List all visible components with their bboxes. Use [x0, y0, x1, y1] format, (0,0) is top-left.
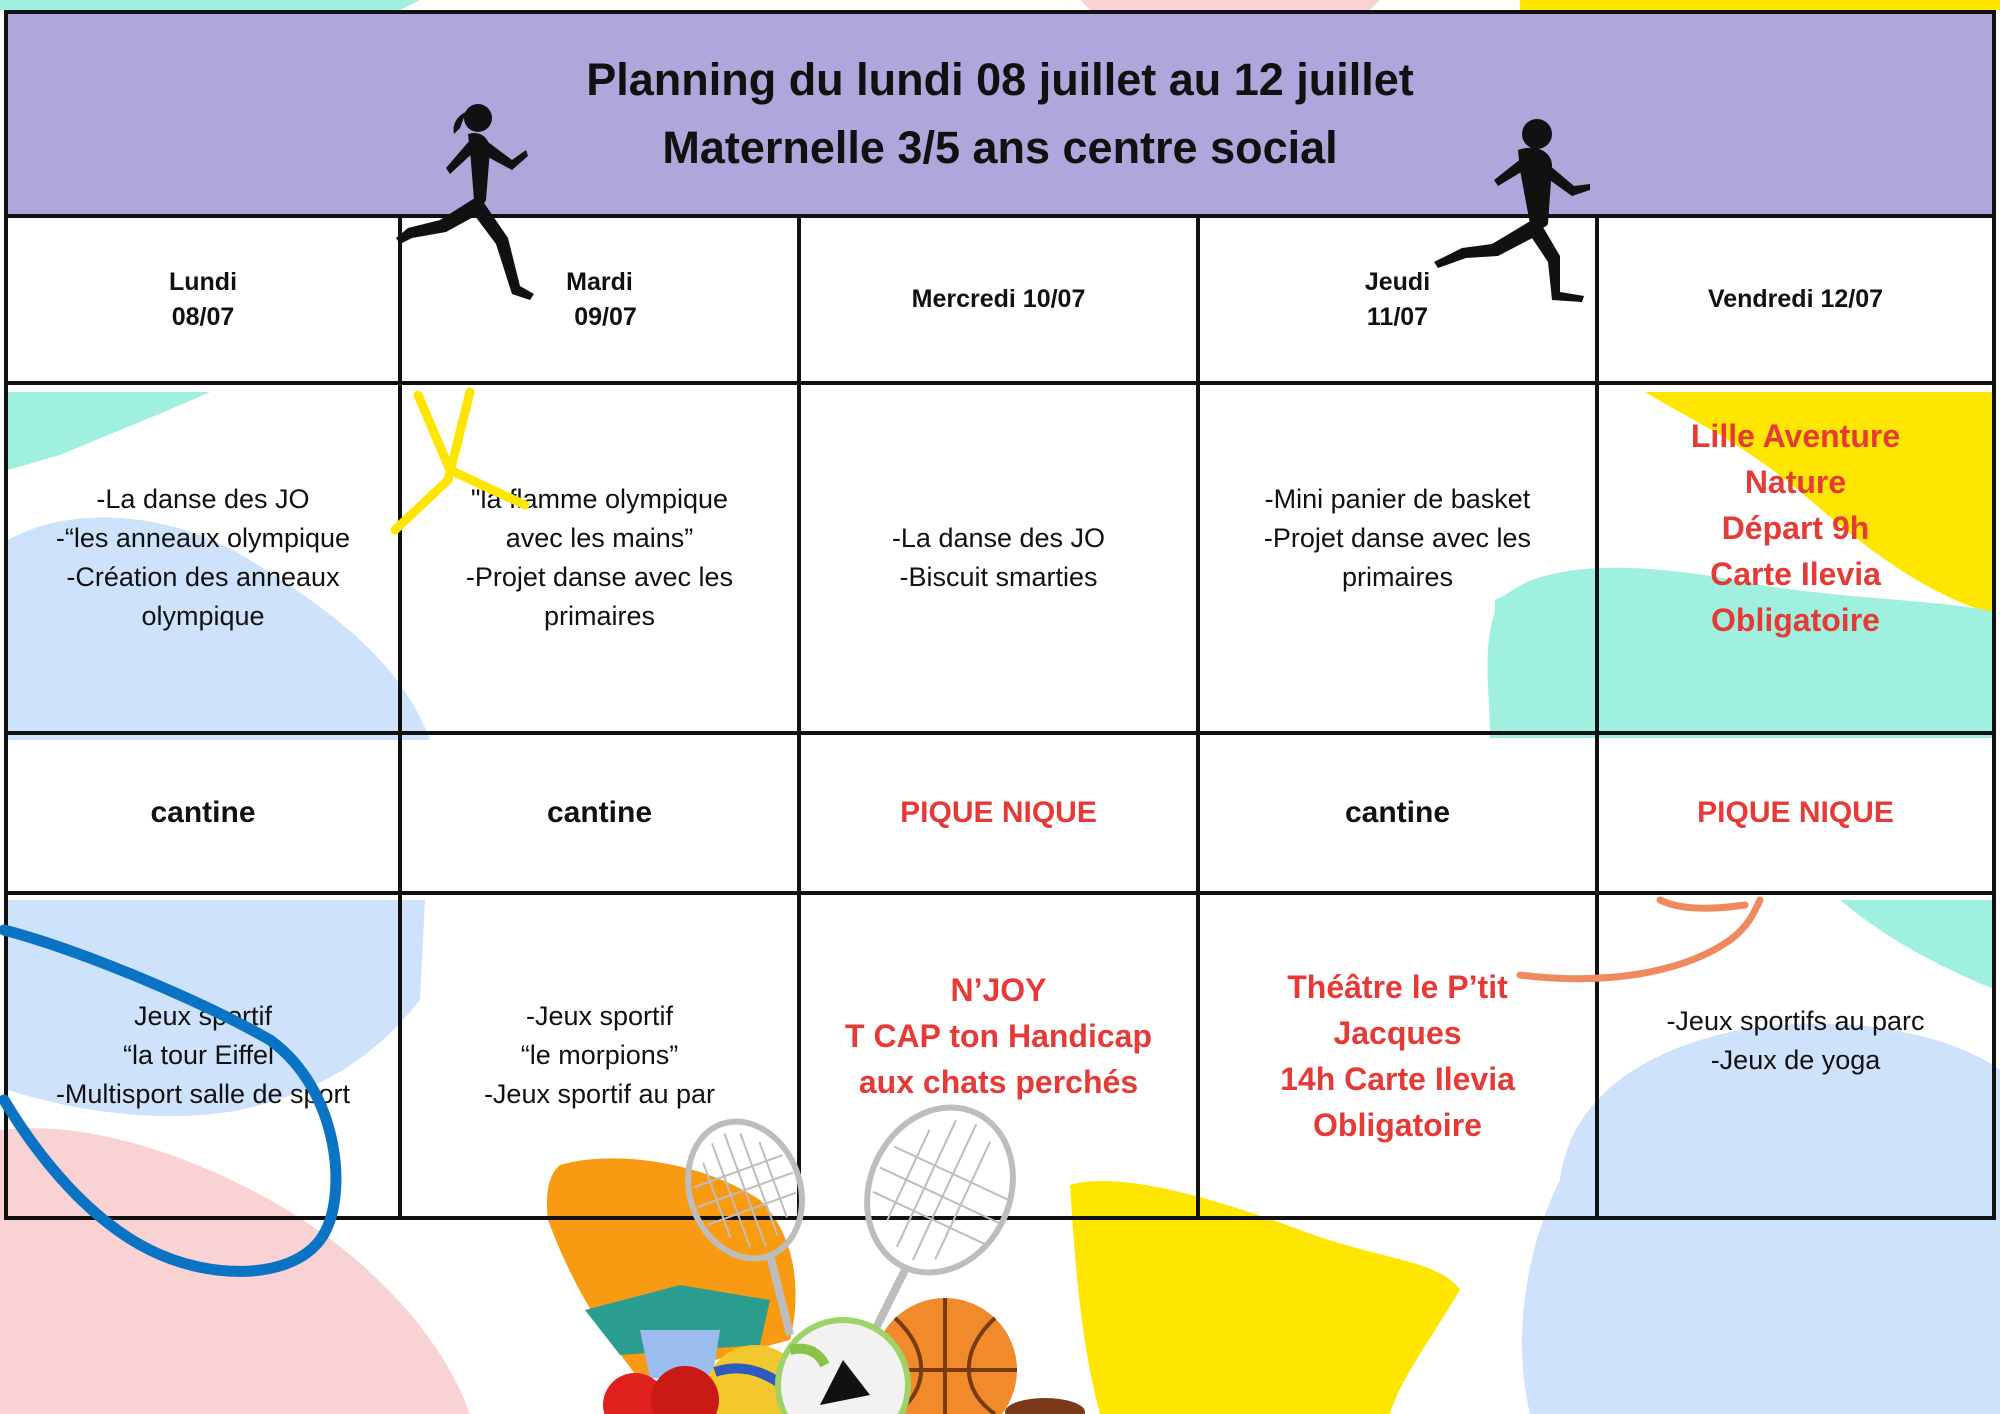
day-name: Mardi [566, 267, 633, 296]
morning-wednesday [801, 385, 1200, 735]
activity-line: -Multisport salle de sport [55, 1079, 351, 1109]
top-edge-yellow-blob [1520, 0, 2000, 10]
lunch-thursday: cantine [1200, 735, 1599, 895]
day-name: Lundi [168, 267, 238, 296]
activity-line: avec les mains” [505, 523, 694, 553]
activity-line: -Projet danse avec les [1263, 522, 1532, 553]
outing-line: 14h Carte Ilevia [1280, 1060, 1515, 1097]
outing-line: Lille Aventure [1690, 418, 1901, 454]
activity-line: -La danse des JO [96, 484, 310, 514]
day-header-friday [1599, 218, 1996, 385]
activity-line: "la flamme olympique [470, 484, 729, 514]
page-title-line-1: Planning du lundi 08 juillet au 12 juillet [586, 54, 1414, 105]
activity-line: -La danse des JO [891, 523, 1106, 553]
day-header-wednesday [801, 218, 1200, 385]
activity-line: -“les anneaux olympique [55, 523, 351, 553]
morning-thursday [1200, 385, 1599, 735]
lunch-friday: PIQUE NIQUE [1599, 735, 1996, 895]
planning-header [4, 10, 1996, 218]
activity-line: -Jeux sportif [525, 1001, 674, 1031]
day-date: 11/07 [1366, 302, 1429, 331]
outing-line: aux chats perchés [858, 1063, 1139, 1100]
day-header-tuesday [402, 218, 801, 385]
top-edge-mint-blob [0, 0, 420, 10]
morning-tuesday [402, 385, 801, 735]
outing-line: Départ 9h [1721, 510, 1870, 546]
page-title-line-2: Maternelle 3/5 ans centre social [662, 122, 1338, 173]
top-edge-pink-blob [1080, 0, 1380, 10]
outing-line: Carte Ilevia [1710, 556, 1881, 592]
activity-line: primaires [1341, 561, 1453, 592]
activity-line: -Projet danse avec les [465, 562, 734, 592]
day-name: Mercredi 10/07 [911, 285, 1086, 313]
afternoon-monday [4, 895, 402, 1220]
activity-line: -Création des anneaux [66, 562, 340, 592]
day-name: Jeudi [1364, 267, 1431, 296]
afternoon-tuesday [402, 895, 801, 1220]
outing-line: Jacques [1333, 1014, 1462, 1051]
day-header-monday [4, 218, 402, 385]
outing-line: Nature [1744, 464, 1847, 500]
day-date: 09/07 [574, 302, 637, 331]
lunch-wednesday: PIQUE NIQUE [801, 735, 1200, 895]
outing-line: T CAP ton Handicap [845, 1017, 1152, 1054]
lunch-tuesday: cantine [402, 735, 801, 895]
activity-line: -Biscuit smarties [899, 562, 1098, 592]
outing-line: Théâtre le P’tit [1287, 968, 1508, 1005]
activity-line: “la tour Eiffel” [122, 1040, 284, 1070]
outing-line: Obligatoire [1711, 602, 1880, 638]
activity-line: -Mini panier de basket [1264, 483, 1531, 514]
activity-line: -Jeux sportif au par [483, 1079, 716, 1109]
afternoon-thursday-outing [1200, 895, 1599, 1220]
day-date: 08/07 [171, 302, 235, 331]
activity-line: -Jeux de yoga [1710, 1044, 1881, 1075]
outing-line: N’JOY [950, 971, 1047, 1008]
outing-line: Obligatoire [1313, 1106, 1482, 1143]
morning-friday-outing [1599, 385, 1996, 735]
activity-line: -Jeux sportifs au parc [1666, 1005, 1925, 1036]
activity-line: Jeux sportif [133, 1001, 273, 1031]
day-name: Vendredi 12/07 [1707, 285, 1884, 313]
activity-line: “le morpions” [520, 1040, 679, 1070]
activity-line: olympique [141, 601, 265, 631]
schedule-table [4, 218, 1996, 1220]
day-header-thursday [1200, 218, 1599, 385]
afternoon-wednesday-outing [801, 895, 1200, 1220]
activity-line: primaires [543, 601, 655, 631]
afternoon-friday [1599, 895, 1996, 1220]
morning-monday [4, 385, 402, 735]
lunch-monday: cantine [4, 735, 402, 895]
